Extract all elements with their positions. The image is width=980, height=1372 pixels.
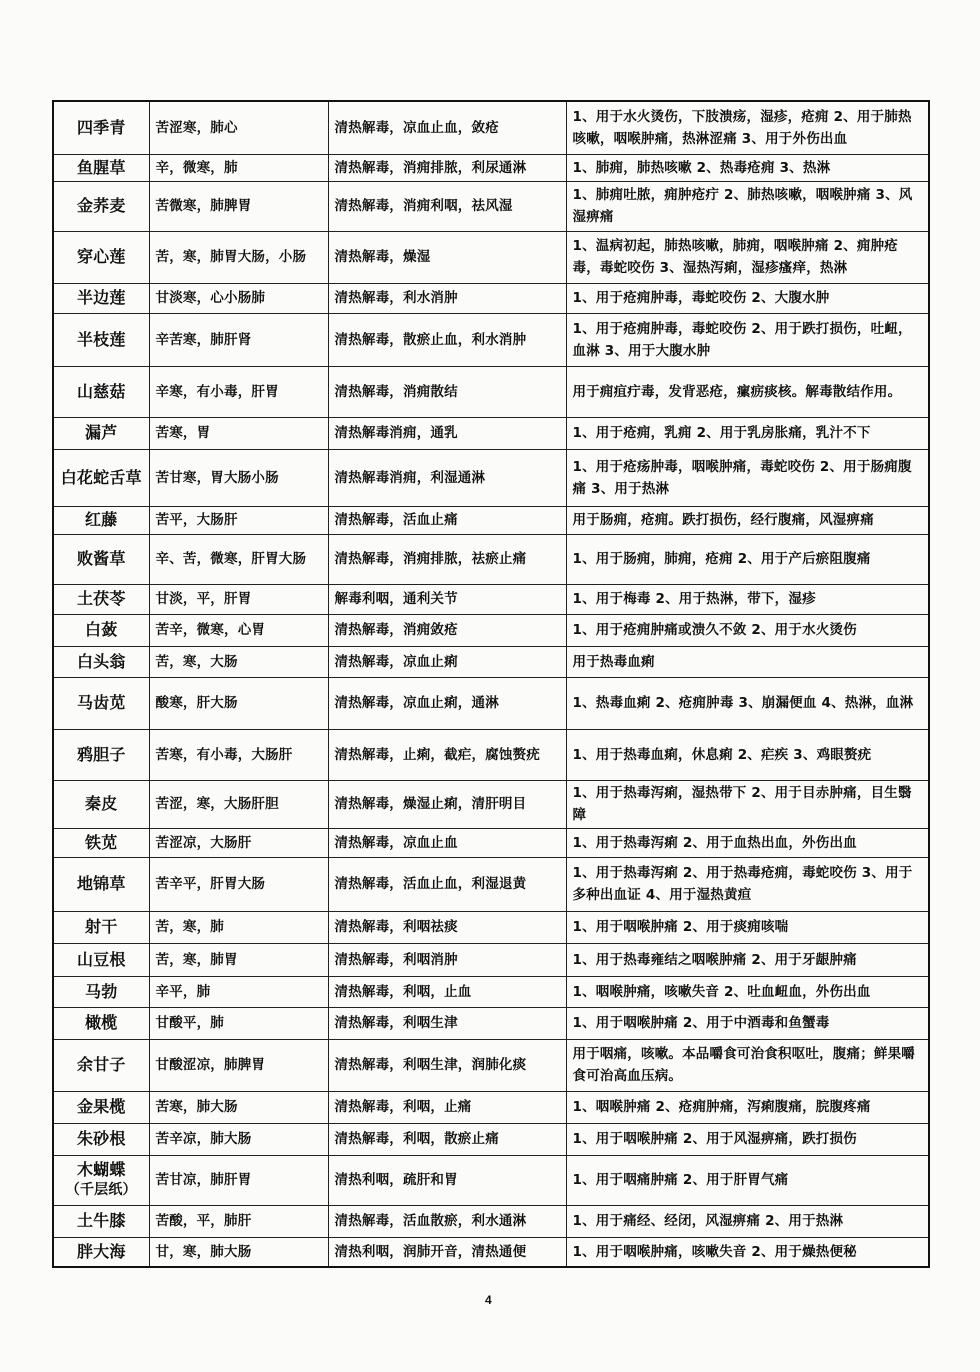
- table-row: [53, 366, 929, 417]
- herb-effect: 清热解毒，利咽，散瘀止痛: [328, 1123, 566, 1155]
- herb-use: 1、用于疮痈肿痛或溃久不敛 2、用于水火烫伤: [566, 614, 929, 646]
- herb-name: [53, 1091, 149, 1123]
- table-row: [53, 677, 929, 729]
- herb-effect: 清热解毒消痈，利湿通淋: [328, 449, 566, 506]
- table-row: [53, 646, 929, 677]
- herb-effect: 清热解毒，凉血止血，敛疮: [328, 101, 566, 154]
- herb-name-text: 金果榄: [76, 1097, 126, 1116]
- herb-use: 1、用于热毒泻痢 2、用于血热出血，外伤出血: [566, 828, 929, 857]
- herb-name-text: 马齿苋: [76, 693, 126, 712]
- herb-name: [53, 614, 149, 646]
- herb-name: [53, 1007, 149, 1039]
- herb-effect: 清热解毒，利咽，止痛: [328, 1091, 566, 1123]
- herb-effect: 清热解毒，凉血止痢: [328, 646, 566, 677]
- herb-name-text: 穿心莲: [76, 247, 126, 266]
- herb-name-text: 山豆根: [76, 949, 126, 969]
- herb-effect: 清热利咽，疏肝和胃: [328, 1155, 566, 1205]
- herb-effect: 清热解毒，凉血止痢，通淋: [328, 677, 566, 729]
- herb-nature: 辛苦寒，肺肝肾: [149, 313, 328, 366]
- herb-name: [53, 976, 149, 1007]
- table-row: [53, 313, 929, 366]
- herb-use: 1、用于疮痈肿毒，毒蛇咬伤 2、大腹水肿: [566, 283, 929, 313]
- herb-use: 1、温病初起，肺热咳嗽，肺痈，咽喉肿痛 2、痈肿疮毒，毒蛇咬伤 3、湿热泻痢，湿疹瘙痒，热淋: [566, 231, 929, 283]
- herb-use: 用于痈疽疔毒，发背恶疮，瘰疬痰核。解毒散结作用。: [566, 366, 929, 417]
- table-row: [53, 181, 929, 231]
- herb-use: 1、用于肠痈，肺痈，疮痈 2、用于产后瘀阻腹痛: [566, 534, 929, 584]
- herb-name-text: 鱼腥草: [76, 157, 126, 177]
- herb-nature: 辛，微寒，肺: [149, 154, 328, 181]
- herb-use: 1、用于痛经、经闭，风湿痹痛 2、用于热淋: [566, 1205, 929, 1237]
- herb-effect: 清热解毒，活血止痛: [328, 506, 566, 534]
- herb-name-text: 败酱草: [76, 549, 126, 568]
- herb-nature: 苦，寒，肺: [149, 911, 328, 943]
- table-row: [53, 911, 929, 943]
- herb-name: [53, 449, 149, 506]
- herb-effect: 清热解毒，利咽生津，润肺化痰: [328, 1039, 566, 1091]
- herb-effect: 清热解毒，消痈利咽，祛风湿: [328, 181, 566, 231]
- herb-effect: 清热利咽，润肺开音，清热通便: [328, 1237, 566, 1267]
- table-row: [53, 729, 929, 780]
- table-row: [53, 1039, 929, 1091]
- herb-use: 1、咽喉肿痛，咳嗽失音 2、吐血衄血，外伤出血: [566, 976, 929, 1007]
- herb-name: [53, 417, 149, 449]
- herb-name: [53, 1237, 149, 1267]
- herb-nature: 苦涩寒，肺心: [149, 101, 328, 154]
- herb-nature: 苦平，大肠肝: [149, 506, 328, 534]
- herb-use: 1、肺痈，肺热咳嗽 2、热毒疮痈 3、热淋: [566, 154, 929, 181]
- herb-name: [53, 1039, 149, 1091]
- herb-nature: 苦寒，有小毒，大肠肝: [149, 729, 328, 780]
- herb-effect: 清热解毒，凉血止血: [328, 828, 566, 857]
- table-row: [53, 231, 929, 283]
- herb-nature: 苦辛，微寒，心胃: [149, 614, 328, 646]
- herb-use: 用于咽痛，咳嗽。本品嚼食可治食积呕吐，腹痛；鲜果嚼食可治高血压病。: [566, 1039, 929, 1091]
- herb-use: 1、用于热毒泻痢 2、用于热毒疮痈，毒蛇咬伤 3、用于多种出血证 4、用于湿热黄疸: [566, 857, 929, 911]
- herb-effect: 清热解毒，消痈排脓，利尿通淋: [328, 154, 566, 181]
- table-row: [53, 614, 929, 646]
- herb-name: [53, 857, 149, 911]
- herb-use: 1、用于梅毒 2、用于热淋，带下，湿疹: [566, 584, 929, 614]
- herb-name-text: 射干: [85, 917, 118, 936]
- herb-effect: 清热解毒，消痈散结: [328, 366, 566, 417]
- herb-nature: 苦，寒，肺胃大肠，小肠: [149, 231, 328, 283]
- herb-use: 1、用于疮疡肿毒，咽喉肿痛，毒蛇咬伤 2、用于肠痈腹痛 3、用于热淋: [566, 449, 929, 506]
- herb-nature: 甘酸平，肺: [149, 1007, 328, 1039]
- herb-name-text: 漏芦: [85, 423, 118, 442]
- herb-name-text: 木蝴蝶: [76, 1160, 126, 1179]
- herb-name-text: 山慈菇: [76, 381, 126, 401]
- herb-nature: 辛、苦，微寒，肝胃大肠: [149, 534, 328, 584]
- page-number: 4: [485, 1293, 492, 1307]
- herb-effect: 清热解毒，活血散瘀，利水通淋: [328, 1205, 566, 1237]
- herb-name-text: 秦皮: [85, 794, 118, 813]
- herb-name: [53, 729, 149, 780]
- table-row: [53, 584, 929, 614]
- herb-name: [53, 1155, 149, 1205]
- herb-name-text: 半边莲: [76, 288, 126, 307]
- herb-nature: 苦涩，寒，大肠肝胆: [149, 780, 328, 828]
- herb-effect: 清热解毒，利水消肿: [328, 283, 566, 313]
- herb-effect: 清热解毒，止痢，截疟，腐蚀赘疣: [328, 729, 566, 780]
- herb-name-text: 朱砂根: [76, 1129, 126, 1148]
- herb-name-text: 土茯苓: [76, 589, 126, 608]
- table-row: [53, 857, 929, 911]
- herb-nature: 苦，寒，肺胃: [149, 943, 328, 976]
- herb-name-text: 橄榄: [85, 1013, 118, 1032]
- herb-nature: 苦甘凉，肺肝胃: [149, 1155, 328, 1205]
- herb-name: [53, 154, 149, 181]
- table-row: [53, 534, 929, 584]
- herb-name-text: 马勃: [85, 981, 118, 1001]
- herb-name-text: 白蔹: [85, 620, 118, 639]
- herb-name-text: 土牛膝: [76, 1211, 126, 1230]
- table-row: [53, 1155, 929, 1205]
- herb-name-text: 白头翁: [76, 651, 126, 671]
- herb-name-text: 金荞麦: [76, 196, 126, 215]
- table-row: [53, 1007, 929, 1039]
- herb-use: 1、用于咽喉肿痛 2、用于痰痈咳喘: [566, 911, 929, 943]
- herb-alias: （千层纸）: [65, 1182, 137, 1198]
- herb-nature: 辛寒，有小毒，肝胃: [149, 366, 328, 417]
- herb-name: [53, 181, 149, 231]
- herb-name: [53, 828, 149, 857]
- herb-name-text: 地锦草: [76, 874, 126, 893]
- table-row: [53, 417, 929, 449]
- herb-use: 1、用于疮痈，乳痈 2、用于乳房胀痛，乳汁不下: [566, 417, 929, 449]
- table-row: [53, 449, 929, 506]
- table-row: [53, 506, 929, 534]
- herb-name: [53, 231, 149, 283]
- table-row: [53, 976, 929, 1007]
- herb-name: [53, 584, 149, 614]
- table-row: [53, 154, 929, 181]
- herb-table: [52, 100, 930, 1268]
- herb-effect: 清热解毒，利咽，止血: [328, 976, 566, 1007]
- table-row: [53, 283, 929, 313]
- herb-nature: 苦辛凉，肺大肠: [149, 1123, 328, 1155]
- herb-effect: 清热解毒，燥湿止痢，清肝明目: [328, 780, 566, 828]
- herb-name: [53, 366, 149, 417]
- herb-effect: 清热解毒，活血止血，利湿退黄: [328, 857, 566, 911]
- herb-name: [53, 911, 149, 943]
- herb-name: [53, 677, 149, 729]
- herb-name: [53, 1123, 149, 1155]
- herb-name-text: 半枝莲: [76, 329, 126, 349]
- herb-effect: 清热解毒，消痈排脓，祛瘀止痛: [328, 534, 566, 584]
- herb-use: 1、热毒血痢 2、疮痈肿毒 3、崩漏便血 4、热淋，血淋: [566, 677, 929, 729]
- herb-name-text: 红藤: [85, 510, 118, 529]
- herb-name: [53, 534, 149, 584]
- herb-use: 1、用于热毒泻痢，湿热带下 2、用于目赤肿痛，目生翳障: [566, 780, 929, 828]
- herb-name: [53, 313, 149, 366]
- herb-nature: 苦，寒，大肠: [149, 646, 328, 677]
- herb-effect: 清热解毒，消痈敛疮: [328, 614, 566, 646]
- herb-nature: 甘酸涩凉，肺脾胃: [149, 1039, 328, 1091]
- herb-nature: 甘，寒，肺大肠: [149, 1237, 328, 1267]
- herb-nature: 苦寒，肺大肠: [149, 1091, 328, 1123]
- herb-nature: 苦微寒，肺脾胃: [149, 181, 328, 231]
- herb-name-text: 余甘子: [76, 1055, 126, 1074]
- herb-effect: 清热解毒，利咽消肿: [328, 943, 566, 976]
- herb-nature: 苦酸，平，肺肝: [149, 1205, 328, 1237]
- herb-use: 1、肺痈吐脓，痈肿疮疔 2、肺热咳嗽，咽喉肿痛 3、风湿痹痛: [566, 181, 929, 231]
- herb-use: 1、用于热毒血痢，休息痢 2、疟疾 3、鸡眼赘疣: [566, 729, 929, 780]
- table-row: [53, 1091, 929, 1123]
- table-row: [53, 1205, 929, 1237]
- herb-use: 1、用于咽喉肿痛 2、用于中酒毒和鱼蟹毒: [566, 1007, 929, 1039]
- herb-use: 1、咽喉肿痛 2、疮痈肿痛，泻痢腹痛，脘腹疼痛: [566, 1091, 929, 1123]
- herb-name: [53, 780, 149, 828]
- table-row: [53, 101, 929, 154]
- herb-nature: 苦甘寒，胃大肠小肠: [149, 449, 328, 506]
- herb-effect: 清热解毒，燥湿: [328, 231, 566, 283]
- herb-use: 1、用于咽喉肿痛 2、用于风湿痹痛，跌打损伤: [566, 1123, 929, 1155]
- herb-use: 1、用于疮痈肿毒，毒蛇咬伤 2、用于跌打损伤，吐衄，血淋 3、用于大腹水肿: [566, 313, 929, 366]
- table-row: [53, 943, 929, 976]
- herb-name: [53, 101, 149, 154]
- table-row: [53, 828, 929, 857]
- herb-use: 用于肠痈，疮痈。跌打损伤，经行腹痛，风湿痹痛: [566, 506, 929, 534]
- herb-name: [53, 506, 149, 534]
- table-row: [53, 780, 929, 828]
- herb-nature: 甘淡，平，肝胃: [149, 584, 328, 614]
- herb-name: [53, 943, 149, 976]
- herb-effect: 清热解毒，散瘀止血，利水消肿: [328, 313, 566, 366]
- herb-name-text: 四季青: [76, 117, 126, 137]
- table-row: [53, 1237, 929, 1267]
- herb-name: [53, 646, 149, 677]
- herb-nature: 苦涩凉，大肠肝: [149, 828, 328, 857]
- herb-name-text: 铁苋: [85, 832, 118, 852]
- herb-use: 1、用于咽喉肿痛，咳嗽失音 2、用于燥热便秘: [566, 1237, 929, 1267]
- herb-effect: 清热解毒，利咽生津: [328, 1007, 566, 1039]
- herb-nature: 苦寒，胃: [149, 417, 328, 449]
- herb-effect: 清热解毒，利咽祛痰: [328, 911, 566, 943]
- herb-name: [53, 1205, 149, 1237]
- herb-nature: 苦辛平，肝胃大肠: [149, 857, 328, 911]
- herb-nature: 甘淡寒，心小肠肺: [149, 283, 328, 313]
- herb-name-text: 白花蛇舌草: [60, 467, 142, 487]
- herb-nature: 酸寒，肝大肠: [149, 677, 328, 729]
- table-row: [53, 1123, 929, 1155]
- herb-use: 1、用于水火烫伤，下肢溃疡，湿疹，疮痈 2、用于肺热咳嗽，咽喉肿痛，热淋涩痛 3、用于外伤出血: [566, 101, 929, 154]
- herb-nature: 辛平，肺: [149, 976, 328, 1007]
- herb-name-text: 胖大海: [76, 1241, 126, 1261]
- herb-use: 1、用于热毒雍结之咽喉肿痛 2、用于牙龈肿痛: [566, 943, 929, 976]
- herb-name: [53, 283, 149, 313]
- herb-use: 用于热毒血痢: [566, 646, 929, 677]
- herb-name-text: 鸦胆子: [76, 744, 126, 764]
- herb-effect: 清热解毒消痈，通乳: [328, 417, 566, 449]
- herb-use: 1、用于咽痛肿痛 2、用于肝胃气痛: [566, 1155, 929, 1205]
- herb-effect: 解毒利咽，通利关节: [328, 584, 566, 614]
